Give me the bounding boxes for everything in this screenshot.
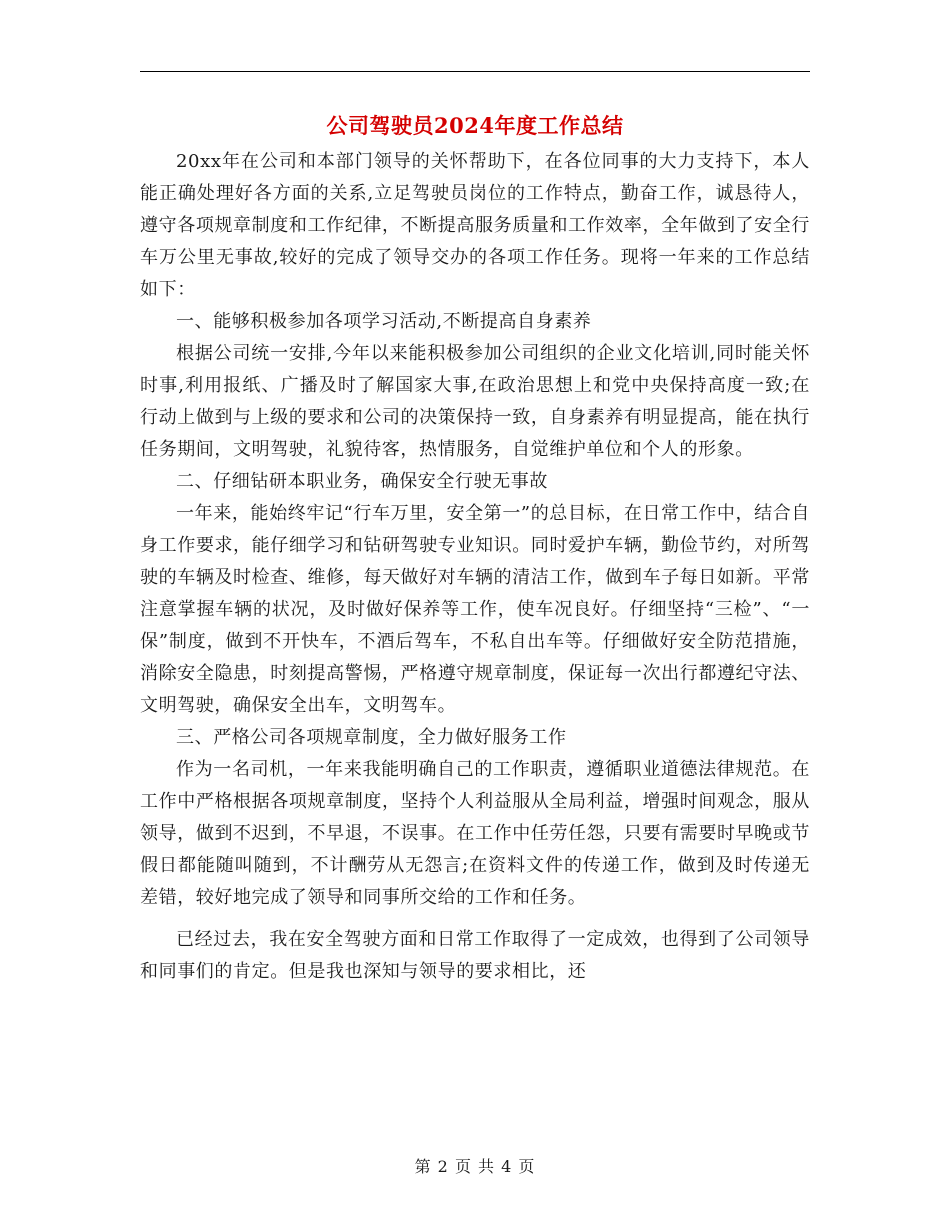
document-title: 公司驾驶员2024年度工作总结 <box>326 113 624 138</box>
paragraph-section-2: 一年来，能始终牢记“行车万里，安全第一”的总目标，在日常工作中，结合自身工作要求，能仔细学习和钻研驾驶专业知识。同时爱护车辆，勤俭节约，对所驾驶的车辆及时检查、维修，每天做好对车辆的清洁工作，做到车子每日如新。平常注意掌握车辆的状况，及时做好保养等工作，使车况良好。仔细坚持“三检”、“一保”制度，做到不开快车，不酒后驾车，不私自出车等。仔细做好安全防范措施，消除安全隐患，时刻提高警惕，严格遵守规章制度，保证每一次出行都遵纪守法、文明驾驶，确保安全出车，文明驾车。 <box>140 503 810 716</box>
paragraph-closing: 已经过去，我在安全驾驶方面和日常工作取得了一定成效，也得到了公司领导和同事们的肯定。但是我也深知与领导的要求相比，还 <box>140 929 810 982</box>
section-heading-2: 二、仔细钻研本职业务，确保安全行驶无事故 <box>176 471 548 492</box>
paragraph-section-1: 根据公司统一安排,今年以来能积极参加公司组织的企业文化培训,同时能关怀时事,利用报纸、广播及时了解国家大事,在政治思想上和党中央保持高度一致;在行动上做到与上级的要求和公司的决策保持一致，自身素养有明显提高，能在执行任务期间，文明驾驶，礼貌待客，热情服务，自觉维护单位和个人的形象。 <box>140 343 810 460</box>
paragraph-intro: 20xx年在公司和本部门领导的关怀帮助下，在各位同事的大力支持下，本人能正确处理好各方面的关系,立足驾驶员岗位的工作特点，勤奋工作，诚恳待人，遵守各项规章制度和工作纪律，不断提高服务质量和工作效率，全年做到了安全行车万公里无事故,较好的完成了领导交办的各项工作任务。现将一年来的工作总结如下： <box>140 151 810 300</box>
document-body <box>140 146 810 988</box>
section-heading-1: 一、能够积极参加各项学习活动,不断提高自身素养 <box>176 311 592 332</box>
page-number: 第 2 页 共 4 页 <box>414 1157 536 1176</box>
header-rule <box>140 71 810 72</box>
paragraph-section-3: 作为一名司机，一年来我能明确自己的工作职责，遵循职业道德法律规范。在工作中严格根据各项规章制度，坚持个人利益服从全局利益，增强时间观念，服从领导，做到不迟到，不早退，不误事。在工作中任劳任怨，只要有需要时早晚或节假日都能随叫随到，不计酬劳从无怨言;在资料文件的传递工作，做到及时传递无差错，较好地完成了领导和同事所交给的工作和任务。 <box>140 759 810 908</box>
section-heading-3: 三、严格公司各项规章制度，全力做好服务工作 <box>176 727 567 748</box>
